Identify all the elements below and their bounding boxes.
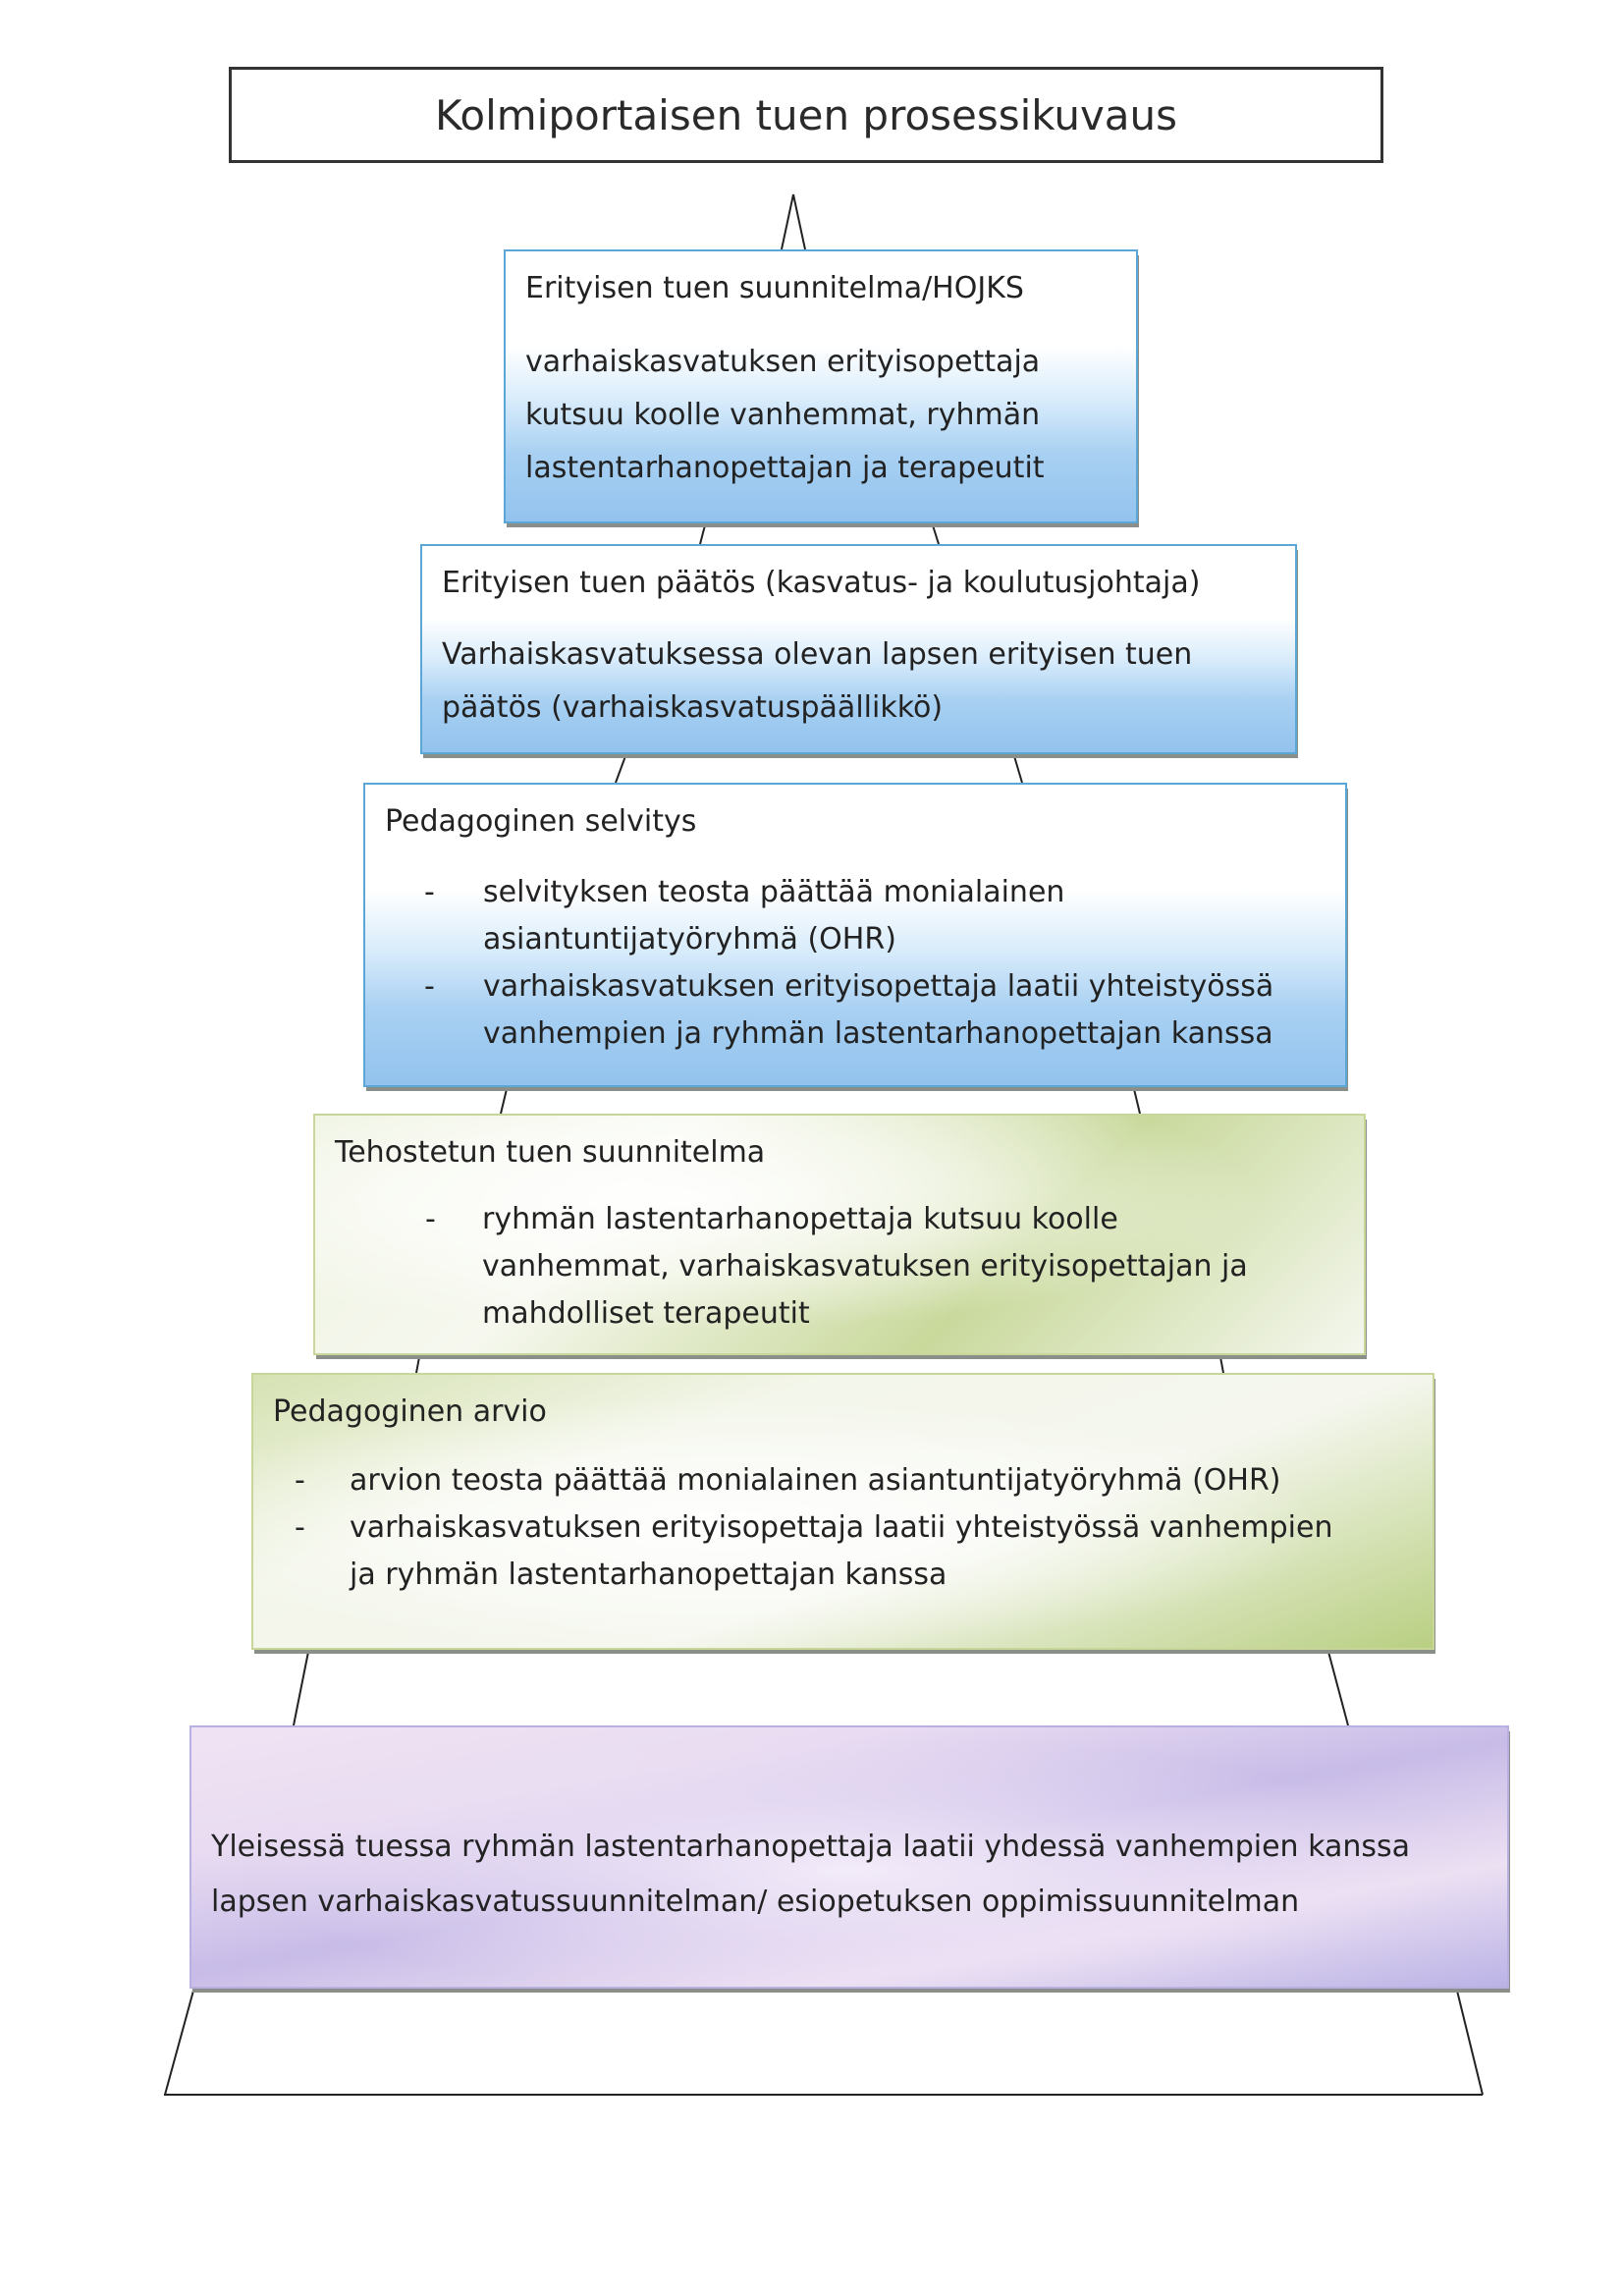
bullet-item bbox=[335, 1196, 1364, 1338]
pyramid-left-edge bbox=[782, 194, 793, 249]
bullet-line: ryhmän lastentarhanopettaja kutsuu koolle bbox=[482, 1202, 1118, 1236]
level-pedagoginen-selvitys bbox=[363, 783, 1347, 1087]
dash-bullet-icon: - bbox=[295, 1510, 305, 1545]
pyramid-right-edge bbox=[1014, 756, 1022, 783]
level-yleinen-tuki bbox=[189, 1725, 1509, 1989]
bullet-line: arvion teosta päättää monialainen asiantuntijatyöryhmä (OHR) bbox=[350, 1463, 1281, 1498]
bullet-line: vanhempien ja ryhmän lastentarhanopettajan kanssa bbox=[483, 1016, 1273, 1051]
bullet-line: ja ryhmän lastentarhanopettajan kanssa bbox=[350, 1558, 947, 1592]
bullet-line: varhaiskasvatuksen erityisopettaja laatii yhteistyössä vanhempien bbox=[350, 1510, 1333, 1545]
level-tehostetun-tuen-suunnitelma bbox=[313, 1114, 1366, 1355]
dash-bullet-icon: - bbox=[424, 875, 435, 909]
bullet-line: mahdolliset terapeutit bbox=[482, 1296, 810, 1331]
pyramid-right-edge bbox=[793, 194, 805, 249]
pyramid-left-edge bbox=[501, 1089, 507, 1114]
level-text-line: kutsuu koolle vanhemmat, ryhmän bbox=[525, 398, 1041, 432]
bullet-line: selvityksen teosta päättää monialainen bbox=[483, 875, 1065, 909]
level-text-line: päätös (varhaiskasvatuspäällikkö) bbox=[442, 690, 944, 725]
level-text-line: Yleisessä tuessa ryhmän lastentarhanopettaja laatii yhdessä vanhempien kanssa bbox=[211, 1830, 1410, 1864]
pyramid-left-edge bbox=[700, 525, 705, 544]
level-pedagoginen-arvio bbox=[251, 1373, 1434, 1650]
level-text-line: varhaiskasvatuksen erityisopettaja bbox=[525, 345, 1041, 379]
bullet-item bbox=[273, 1504, 1433, 1599]
bullet-line: varhaiskasvatuksen erityisopettaja laatii yhteistyössä bbox=[483, 969, 1274, 1004]
level-text-line: Varhaiskasvatuksessa olevan lapsen erityisen tuen bbox=[442, 637, 1193, 672]
pyramid-right-edge bbox=[1328, 1652, 1348, 1725]
pyramid-right-edge bbox=[1457, 1991, 1483, 2095]
level-heading: Erityisen tuen päätös (kasvatus- ja koulutusjohtaja) bbox=[442, 566, 1201, 600]
pyramid-right-edge bbox=[1220, 1357, 1223, 1373]
pyramid-right-edge bbox=[933, 525, 939, 544]
bullet-item bbox=[273, 1457, 1433, 1504]
level-heading: Tehostetun tuen suunnitelma bbox=[335, 1135, 766, 1170]
pyramid-left-edge bbox=[165, 1991, 193, 2095]
level-erityisen-tuen-suunnitelma bbox=[504, 249, 1138, 523]
page-title: Kolmiportaisen tuen prosessikuvaus bbox=[434, 90, 1178, 139]
pyramid-left-edge bbox=[294, 1652, 308, 1725]
level-heading: Erityisen tuen suunnitelma/HOJKS bbox=[525, 271, 1024, 305]
pyramid-left-edge bbox=[416, 1357, 419, 1373]
level-heading: Pedagoginen arvio bbox=[273, 1394, 547, 1429]
bullet-item bbox=[385, 869, 1345, 963]
title-box bbox=[229, 67, 1383, 163]
level-text-line: lapsen varhaiskasvatussuunnitelman/ esiopetuksen oppimissuunnitelman bbox=[211, 1885, 1300, 1919]
bullet-item bbox=[385, 963, 1345, 1058]
pyramid-right-edge bbox=[1134, 1089, 1140, 1114]
dash-bullet-icon: - bbox=[295, 1463, 305, 1498]
level-text-line: lastentarhanopettajan ja terapeutit bbox=[525, 451, 1045, 485]
bullet-line: vanhemmat, varhaiskasvatuksen erityisopettajan ja bbox=[482, 1249, 1248, 1284]
bullet-line: asiantuntijatyöryhmä (OHR) bbox=[483, 922, 896, 957]
dash-bullet-icon: - bbox=[424, 969, 435, 1004]
level-heading: Pedagoginen selvitys bbox=[385, 804, 697, 839]
level-erityisen-tuen-paatos bbox=[420, 544, 1297, 754]
pyramid-left-edge bbox=[616, 756, 625, 783]
dash-bullet-icon: - bbox=[425, 1202, 436, 1236]
